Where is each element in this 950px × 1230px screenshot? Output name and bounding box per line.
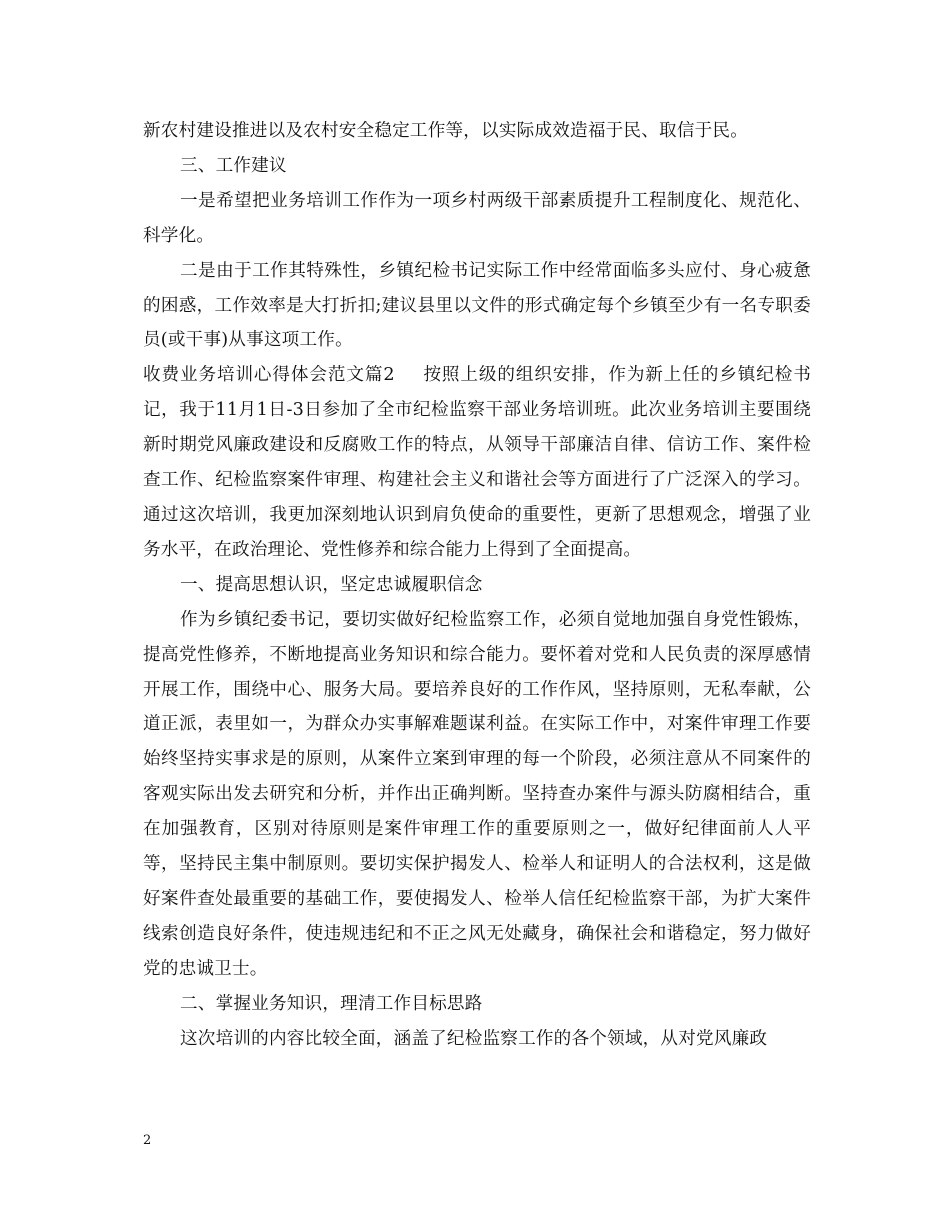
section-heading-one: 一、提高思想认识，坚定忠诚履职信念 [180, 574, 483, 595]
article-title: 收费业务培训心得体会范文篇2 [143, 365, 395, 386]
section-heading-work-suggestions: 三、工作建议 [180, 155, 287, 176]
paragraph-suggestion-one: 一是希望把业务培训工作作为一项乡村两级干部素质提升工程制度化、规范化、科学化。 [143, 190, 811, 246]
page-number: 2 [143, 1133, 152, 1148]
paragraph-section-one-body: 作为乡镇纪委书记，要切实做好纪检监察工作，必须自觉地加强自身党性锻炼，提高党性修养，不断地提高业务知识和综合能力。要怀着对党和人民负责的深厚感情开展工作，围绕中心、服务大局。要培养良好的工作作风，坚持原则，无私奉献，公道正派，表里如一，为群众办实事解难题谋利益。在实际工作中，对案件审理工作要始终坚持实事求是的原则，从案件立案到审理的每一个阶段，必须注意从不同案件的客观实际出发去研究和分析，并作出正确判断。坚持查办案件与源头防腐相结合，重在加强教育，区别对待原则是案件审理工作的重要原则之一，做好纪律面前人人平等，坚持民主集中制原则。要切实保护揭发人、检举人和证明人的合法权利，这是做好案件查处最重要的基础工作，要使揭发人、检举人信任纪检监察干部，为扩大案件线索创造良好条件，使违规违纪和不正之风无处藏身，确保社会和谐稳定，努力做好党的忠诚卫士。 [143, 609, 811, 979]
article-intro-text: 按照上级的组织安排，作为新上任的乡镇纪检书记，我于11月1日-3日参加了全市纪检监察干部业务培训班。此次业务培训主要围绕新时期党风廉政建设和反腐败工作的特点，从领导干部廉洁自律、信访工作、案件检查工作、纪检监察案件审理、构建社会主义和谐社会等方面进行了广泛深入的学习。通过这次培训，我更加深刻地认识到肩负使命的重要性，更新了思想观念，增强了业务水平，在政治理论、党性修养和综合能力上得到了全面提高。 [143, 365, 812, 560]
document-body [143, 114, 811, 1056]
paragraph-section-two-body: 这次培训的内容比较全面，涵盖了纪检监察工作的各个领域，从对党风廉政 [180, 1028, 768, 1049]
paragraph-continuation: 新农村建设推进以及农村安全稳定工作等，以实际成效造福于民、取信于民。 [143, 121, 748, 141]
paragraph-suggestion-two: 二是由于工作其特殊性，乡镇纪检书记实际工作中经常面临多头应付、身心疲惫的困惑，工作效率是大打折扣;建议县里以文件的形式确定每个乡镇至少有一名专职委员(或干事)从事这项工作。 [143, 260, 811, 351]
paragraph-article-2-intro [143, 358, 811, 567]
section-heading-two: 二、掌握业务知识，理清工作目标思路 [180, 993, 483, 1014]
